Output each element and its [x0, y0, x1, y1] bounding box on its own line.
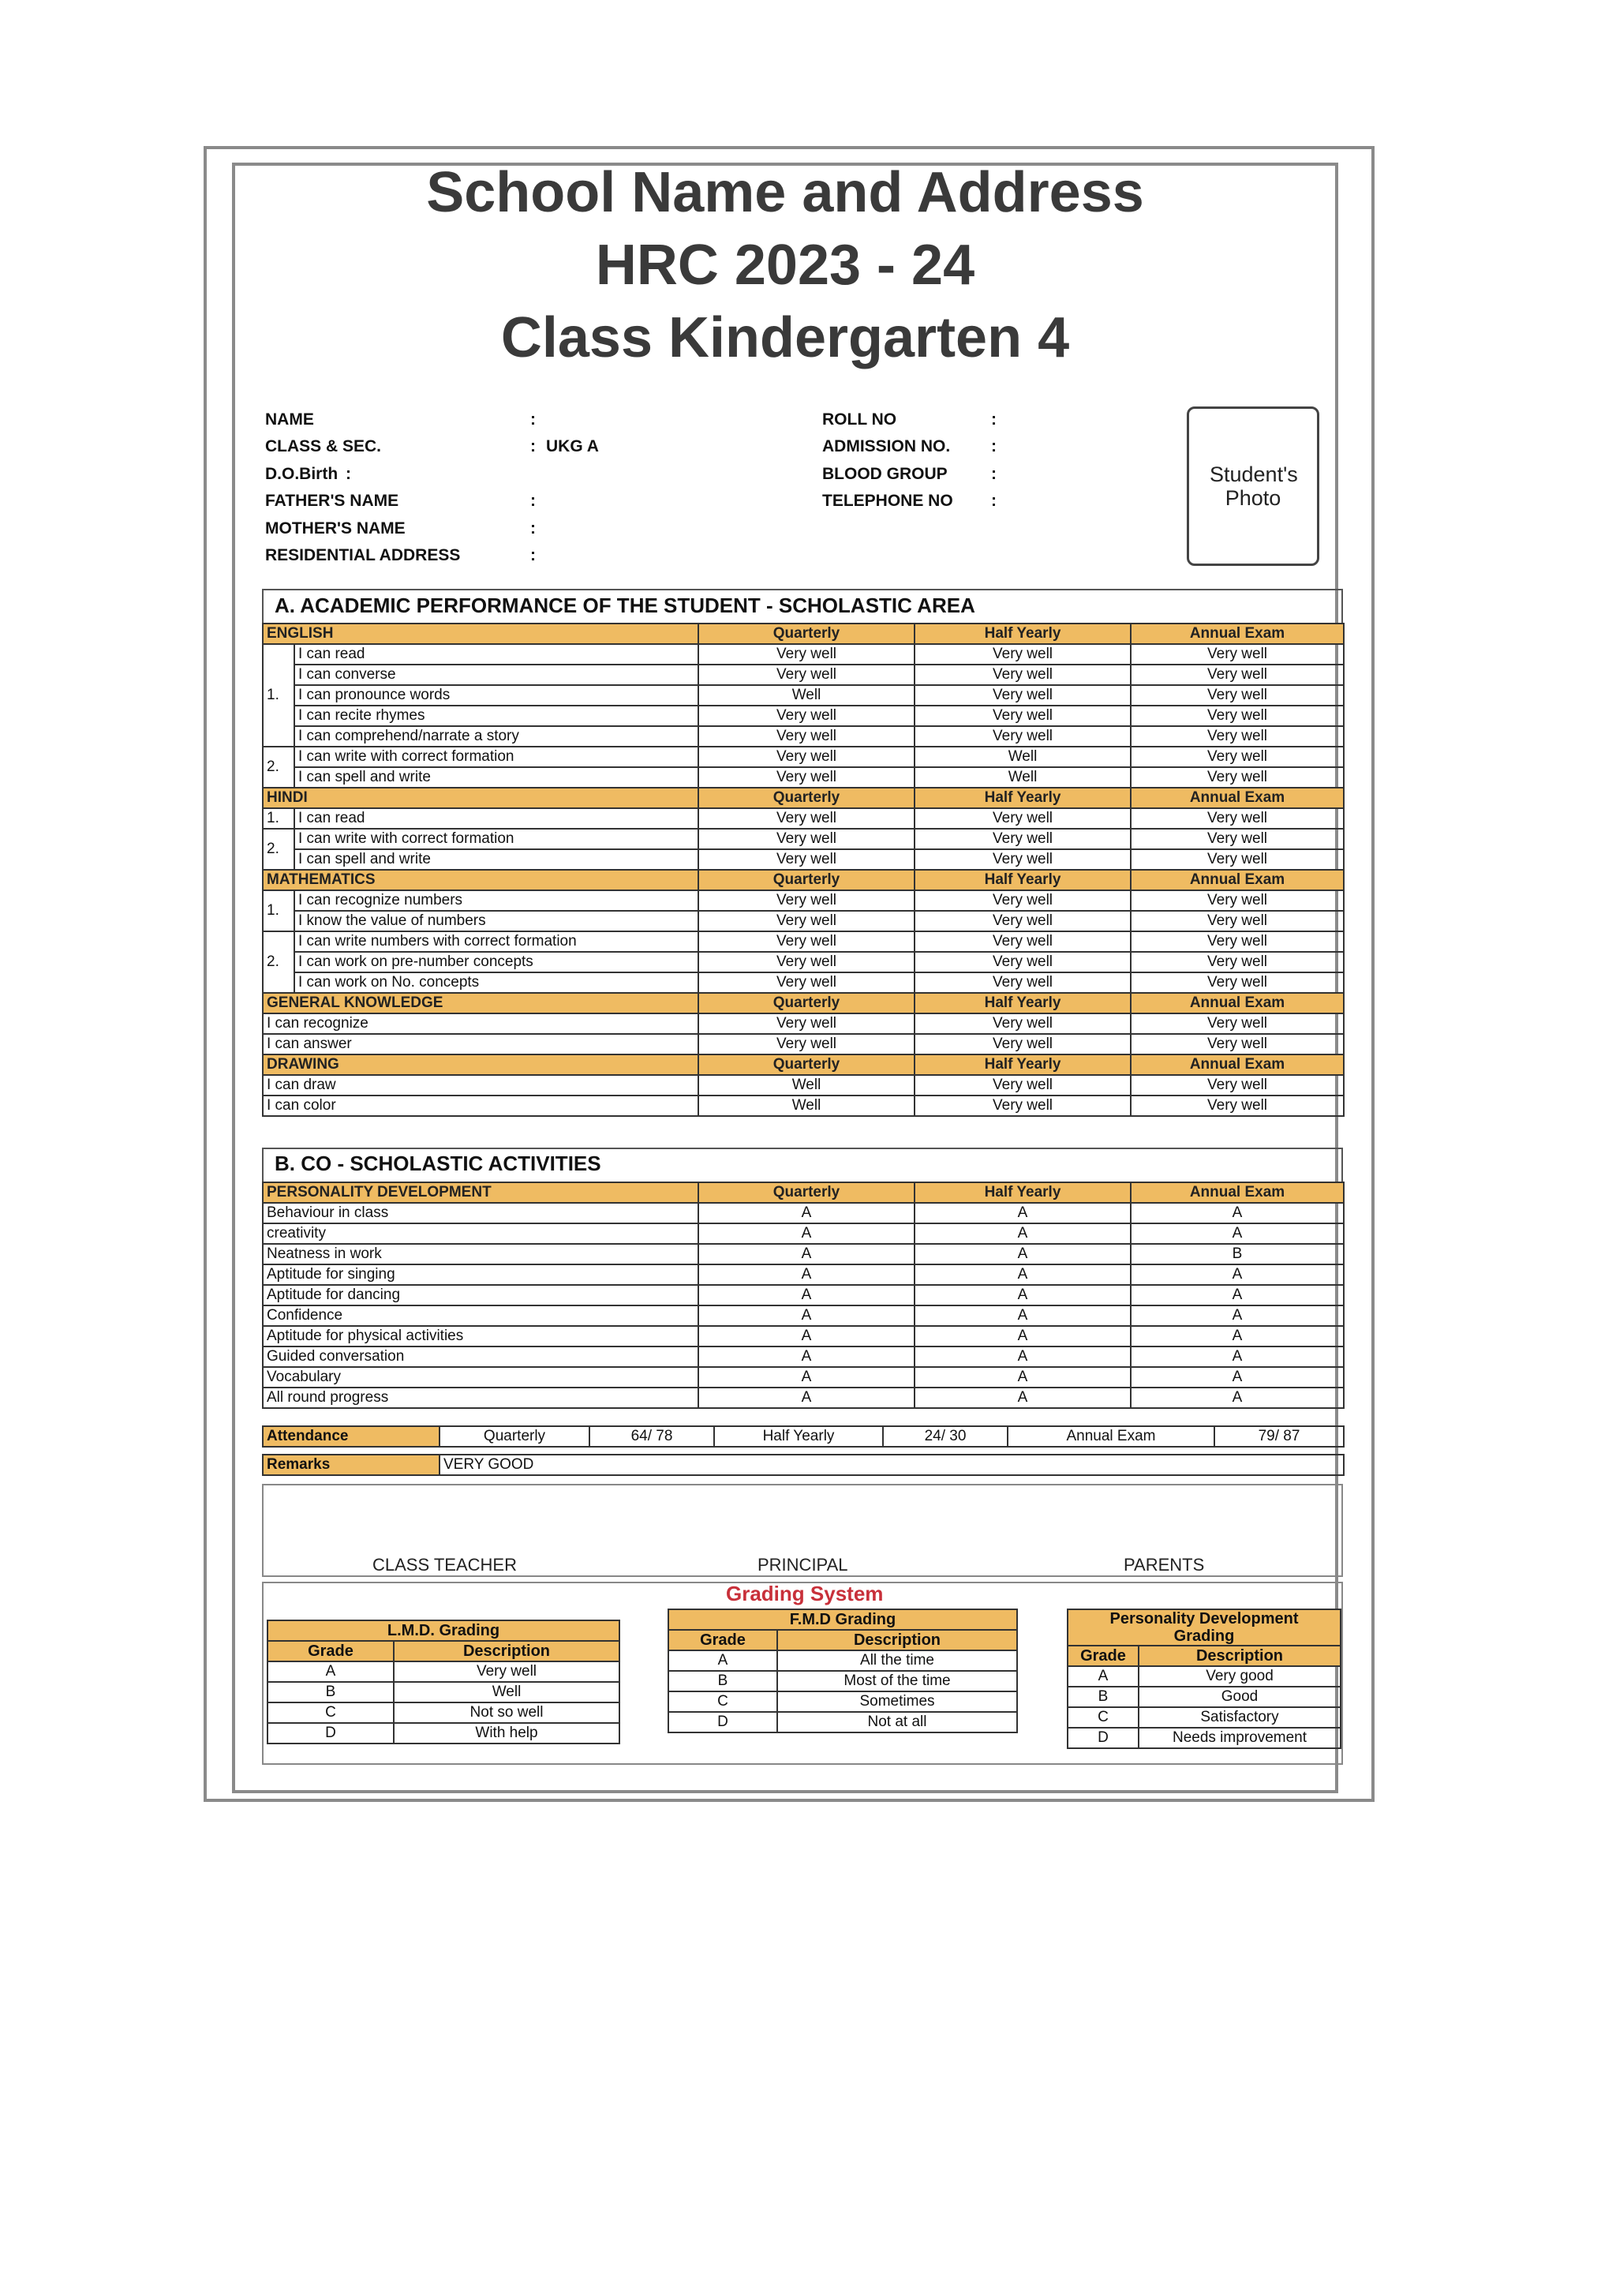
row-q: A	[698, 1203, 915, 1223]
row-h: Very well	[915, 644, 1131, 665]
grade: A	[267, 1661, 394, 1682]
attendance-quarterly-label: Quarterly	[440, 1426, 589, 1447]
info-label-blood: BLOOD GROUP	[822, 465, 948, 483]
subject-name: ENGLISH	[263, 624, 698, 644]
subject-name: DRAWING	[263, 1054, 698, 1075]
grading-system-title: Grading System	[726, 1582, 884, 1605]
lmd-col-description: Description	[394, 1641, 619, 1661]
row-q: Very well	[698, 829, 915, 849]
table-row	[267, 1661, 619, 1682]
row-item: I can work on pre-number concepts	[294, 952, 698, 972]
attendance-annual-label: Annual Exam	[1008, 1426, 1214, 1447]
table-row	[263, 706, 1344, 726]
grade: C	[267, 1702, 394, 1723]
row-q: Very well	[698, 706, 915, 726]
row-a: B	[1131, 1244, 1344, 1264]
co-scholastic-table	[262, 1182, 1345, 1409]
row-h: A	[915, 1223, 1131, 1244]
hindi-header	[263, 788, 1344, 808]
row-item: All round progress	[263, 1388, 698, 1408]
row-h: Very well	[915, 931, 1131, 952]
row-h: Very well	[915, 665, 1131, 685]
table-row	[263, 1223, 1344, 1244]
row-h: A	[915, 1347, 1131, 1367]
row-q: A	[698, 1223, 915, 1244]
subject-name: HINDI	[263, 788, 698, 808]
col-quarterly: Quarterly	[698, 1054, 915, 1075]
row-item: I can read	[294, 644, 698, 665]
row-h: Very well	[915, 685, 1131, 706]
row-q: A	[698, 1388, 915, 1408]
col-annual: Annual Exam	[1131, 788, 1344, 808]
parents-label: PARENTS	[1124, 1555, 1205, 1575]
pd-title-line1: Personality Development	[1109, 1610, 1299, 1627]
row-h: A	[915, 1244, 1131, 1264]
grade-description: Good	[1139, 1687, 1341, 1707]
class-title: Class Kindergarten 4	[500, 306, 1070, 369]
col-annual: Annual Exam	[1131, 1054, 1344, 1075]
school-title: School Name and Address	[426, 161, 1144, 224]
table-row	[668, 1650, 1017, 1671]
attendance-row	[263, 1426, 1344, 1447]
grade-description: Needs improvement	[1139, 1728, 1341, 1748]
table-row	[263, 644, 1344, 665]
row-h: A	[915, 1367, 1131, 1388]
row-q: Very well	[698, 931, 915, 952]
lmd-grading-table	[267, 1620, 620, 1744]
pd-title	[1068, 1609, 1341, 1646]
row-item: I can write numbers with correct formation	[294, 931, 698, 952]
section-b-title: B. CO - SCHOLASTIC ACTIVITIES	[275, 1152, 601, 1175]
row-q: Very well	[698, 972, 915, 993]
row-item: I can spell and write	[294, 849, 698, 870]
info-label-roll: ROLL NO	[822, 410, 897, 429]
row-a: Very well	[1131, 644, 1344, 665]
table-row	[263, 1388, 1344, 1408]
row-a: A	[1131, 1347, 1344, 1367]
row-q: Very well	[698, 1013, 915, 1034]
table-row	[263, 1326, 1344, 1347]
grade-description: Very well	[394, 1661, 619, 1682]
fmd-grading-table	[668, 1609, 1018, 1733]
row-a: Very well	[1131, 1075, 1344, 1096]
row-h: Very well	[915, 1013, 1131, 1034]
attendance-label: Attendance	[263, 1426, 440, 1447]
row-item: I can recognize numbers	[294, 890, 698, 911]
col-annual: Annual Exam	[1131, 624, 1344, 644]
info-value-class: UKG A	[546, 437, 599, 455]
info-colon: :	[530, 410, 536, 429]
row-h: Very well	[915, 829, 1131, 849]
row-h: Very well	[915, 890, 1131, 911]
table-row	[263, 665, 1344, 685]
row-a: Very well	[1131, 808, 1344, 829]
subject-name: GENERAL KNOWLEDGE	[263, 993, 698, 1013]
row-h: Very well	[915, 911, 1131, 931]
row-a: Very well	[1131, 849, 1344, 870]
row-item: Neatness in work	[263, 1244, 698, 1264]
table-row	[267, 1723, 619, 1744]
row-number: 1.	[263, 644, 294, 747]
row-item: I can converse	[294, 665, 698, 685]
row-item: Aptitude for dancing	[263, 1285, 698, 1305]
grade-description: Not so well	[394, 1702, 619, 1723]
attendance-annual-value: 79/ 87	[1214, 1426, 1344, 1447]
table-row	[263, 808, 1344, 829]
principal-label: PRINCIPAL	[758, 1555, 848, 1575]
info-colon: :	[346, 465, 351, 483]
row-a: A	[1131, 1367, 1344, 1388]
grade-description: Well	[394, 1682, 619, 1702]
row-a: Very well	[1131, 890, 1344, 911]
maths-header	[263, 870, 1344, 890]
table-row	[668, 1691, 1017, 1712]
table-row	[263, 931, 1344, 952]
info-label-admission: ADMISSION NO.	[822, 437, 951, 455]
row-item: I know the value of numbers	[294, 911, 698, 931]
table-row	[263, 1367, 1344, 1388]
grade: D	[668, 1712, 777, 1732]
table-row	[263, 1305, 1344, 1326]
row-q: A	[698, 1264, 915, 1285]
row-a: Very well	[1131, 829, 1344, 849]
table-row	[263, 1034, 1344, 1054]
grade: D	[1068, 1728, 1139, 1748]
row-h: A	[915, 1305, 1131, 1326]
grade: C	[668, 1691, 777, 1712]
grade-description: Sometimes	[777, 1691, 1017, 1712]
row-q: A	[698, 1244, 915, 1264]
remarks-value: VERY GOOD	[440, 1455, 1344, 1475]
row-item: I can read	[294, 808, 698, 829]
info-label-dob: D.O.Birth	[265, 465, 339, 483]
table-row	[1068, 1666, 1341, 1687]
table-row	[267, 1682, 619, 1702]
fmd-title: F.M.D Grading	[668, 1609, 1017, 1630]
row-h: A	[915, 1285, 1131, 1305]
row-a: Very well	[1131, 911, 1344, 931]
table-row	[1068, 1687, 1341, 1707]
grade-description: All the time	[777, 1650, 1017, 1671]
table-row	[263, 1203, 1344, 1223]
row-q: Well	[698, 685, 915, 706]
col-quarterly: Quarterly	[698, 788, 915, 808]
english-header	[263, 624, 1344, 644]
row-item: I can recognize	[263, 1013, 698, 1034]
table-row	[263, 1013, 1344, 1034]
row-item: Aptitude for singing	[263, 1264, 698, 1285]
row-number: 2.	[263, 829, 294, 870]
info-label-telephone: TELEPHONE NO	[822, 492, 953, 510]
grade: D	[267, 1723, 394, 1744]
col-annual: Annual Exam	[1131, 993, 1344, 1013]
row-q: Very well	[698, 808, 915, 829]
row-a: Very well	[1131, 665, 1344, 685]
info-colon: :	[530, 437, 536, 455]
row-q: Very well	[698, 890, 915, 911]
row-q: Very well	[698, 726, 915, 747]
row-q: Well	[698, 1096, 915, 1116]
row-a: Very well	[1131, 685, 1344, 706]
table-row	[263, 911, 1344, 931]
row-h: Very well	[915, 1096, 1131, 1116]
grade-description: Most of the time	[777, 1671, 1017, 1691]
row-q: Very well	[698, 747, 915, 767]
row-h: Very well	[915, 952, 1131, 972]
table-row	[263, 726, 1344, 747]
table-row	[263, 1285, 1344, 1305]
row-q: A	[698, 1326, 915, 1347]
col-half-yearly: Half Yearly	[915, 1054, 1131, 1075]
remarks-row	[263, 1455, 1344, 1475]
grade: B	[668, 1671, 777, 1691]
class-teacher-label: CLASS TEACHER	[372, 1555, 517, 1575]
row-a: Very well	[1131, 706, 1344, 726]
info-label-father: FATHER'S NAME	[265, 492, 399, 510]
personality-header	[263, 1182, 1344, 1203]
row-q: Very well	[698, 849, 915, 870]
row-item: I can recite rhymes	[294, 706, 698, 726]
row-item: I can write with correct formation	[294, 747, 698, 767]
table-row	[263, 1096, 1344, 1116]
subject-name: PERSONALITY DEVELOPMENT	[263, 1182, 698, 1203]
table-row	[263, 890, 1344, 911]
table-row	[263, 972, 1344, 993]
table-row	[263, 849, 1344, 870]
row-item: I can answer	[263, 1034, 698, 1054]
row-q: A	[698, 1285, 915, 1305]
row-a: A	[1131, 1203, 1344, 1223]
grade: B	[1068, 1687, 1139, 1707]
drawing-header	[263, 1054, 1344, 1075]
col-half-yearly: Half Yearly	[915, 1182, 1131, 1203]
row-q: Very well	[698, 1034, 915, 1054]
row-h: Well	[915, 767, 1131, 788]
table-row	[263, 1075, 1344, 1096]
col-half-yearly: Half Yearly	[915, 788, 1131, 808]
grade-description: With help	[394, 1723, 619, 1744]
row-item: Vocabulary	[263, 1367, 698, 1388]
grade: C	[1068, 1707, 1139, 1728]
gk-header	[263, 993, 1344, 1013]
grade-description: Satisfactory	[1139, 1707, 1341, 1728]
col-annual: Annual Exam	[1131, 870, 1344, 890]
row-number: 1.	[263, 890, 294, 931]
row-q: Very well	[698, 767, 915, 788]
table-row	[263, 1347, 1344, 1367]
row-a: Very well	[1131, 747, 1344, 767]
row-h: Very well	[915, 808, 1131, 829]
pd-col-description: Description	[1139, 1646, 1341, 1666]
row-h: A	[915, 1326, 1131, 1347]
row-item: I can comprehend/narrate a story	[294, 726, 698, 747]
session-title: HRC 2023 - 24	[595, 234, 975, 297]
row-item: I can write with correct formation	[294, 829, 698, 849]
row-a: Very well	[1131, 972, 1344, 993]
col-quarterly: Quarterly	[698, 1182, 915, 1203]
table-row	[263, 685, 1344, 706]
row-item: I can work on No. concepts	[294, 972, 698, 993]
table-row	[1068, 1728, 1341, 1748]
row-number: 2.	[263, 747, 294, 788]
row-number: 1.	[263, 808, 294, 829]
lmd-title: L.M.D. Grading	[267, 1620, 619, 1641]
row-a: Very well	[1131, 1096, 1344, 1116]
section-a-title: A. ACADEMIC PERFORMANCE OF THE STUDENT - SCHOLASTIC AREA	[275, 594, 975, 617]
subject-name: MATHEMATICS	[263, 870, 698, 890]
grade-description: Very good	[1139, 1666, 1341, 1687]
col-quarterly: Quarterly	[698, 624, 915, 644]
scholastic-table	[262, 623, 1345, 1117]
attendance-quarterly-value: 64/ 78	[589, 1426, 714, 1447]
row-item: creativity	[263, 1223, 698, 1244]
table-row	[263, 767, 1344, 788]
info-colon: :	[530, 546, 536, 564]
row-item: I can pronounce words	[294, 685, 698, 706]
row-item: Guided conversation	[263, 1347, 698, 1367]
row-item: Behaviour in class	[263, 1203, 698, 1223]
row-a: A	[1131, 1223, 1344, 1244]
info-colon: :	[530, 492, 536, 510]
attendance-half-label: Half Yearly	[714, 1426, 883, 1447]
pd-col-grade: Grade	[1068, 1646, 1139, 1666]
row-a: Very well	[1131, 1034, 1344, 1054]
row-h: Well	[915, 747, 1131, 767]
row-item: I can spell and write	[294, 767, 698, 788]
row-a: Very well	[1131, 952, 1344, 972]
grade: A	[1068, 1666, 1139, 1687]
info-label-mother: MOTHER'S NAME	[265, 519, 406, 537]
table-row	[263, 829, 1344, 849]
table-row	[1068, 1707, 1341, 1728]
info-colon: :	[991, 410, 997, 429]
row-item: I can draw	[263, 1075, 698, 1096]
row-a: A	[1131, 1305, 1344, 1326]
row-h: A	[915, 1388, 1131, 1408]
pd-grading-table	[1067, 1609, 1341, 1749]
info-label-address: RESIDENTIAL ADDRESS	[265, 546, 461, 564]
grade-description: Not at all	[777, 1712, 1017, 1732]
table-row	[263, 952, 1344, 972]
info-colon: :	[991, 492, 997, 510]
table-row	[263, 1244, 1344, 1264]
pd-title-line2: Grading	[1173, 1627, 1235, 1645]
row-item: Confidence	[263, 1305, 698, 1326]
row-a: Very well	[1131, 931, 1344, 952]
row-h: A	[915, 1264, 1131, 1285]
table-row	[263, 747, 1344, 767]
row-h: Very well	[915, 849, 1131, 870]
student-photo-box	[1187, 406, 1319, 566]
row-q: Very well	[698, 911, 915, 931]
info-label-class: CLASS & SEC.	[265, 437, 382, 455]
col-quarterly: Quarterly	[698, 993, 915, 1013]
col-half-yearly: Half Yearly	[915, 624, 1131, 644]
table-row	[267, 1702, 619, 1723]
remarks-table	[262, 1454, 1345, 1476]
info-colon: :	[991, 437, 997, 455]
fmd-col-description: Description	[777, 1630, 1017, 1650]
row-q: Very well	[698, 952, 915, 972]
row-a: Very well	[1131, 767, 1344, 788]
grade: A	[668, 1650, 777, 1671]
row-h: A	[915, 1203, 1131, 1223]
attendance-half-value: 24/ 30	[883, 1426, 1008, 1447]
row-q: A	[698, 1305, 915, 1326]
row-item: I can color	[263, 1096, 698, 1116]
row-a: A	[1131, 1285, 1344, 1305]
row-a: A	[1131, 1264, 1344, 1285]
row-h: Very well	[915, 706, 1131, 726]
row-a: A	[1131, 1326, 1344, 1347]
col-quarterly: Quarterly	[698, 870, 915, 890]
row-q: Very well	[698, 665, 915, 685]
row-q: Well	[698, 1075, 915, 1096]
info-label-name: NAME	[265, 410, 314, 429]
row-a: A	[1131, 1388, 1344, 1408]
col-half-yearly: Half Yearly	[915, 993, 1131, 1013]
row-q: Very well	[698, 644, 915, 665]
row-h: Very well	[915, 726, 1131, 747]
row-a: Very well	[1131, 1013, 1344, 1034]
table-row	[263, 1264, 1344, 1285]
fmd-col-grade: Grade	[668, 1630, 777, 1650]
row-number: 2.	[263, 931, 294, 993]
attendance-table	[262, 1425, 1345, 1448]
grade: B	[267, 1682, 394, 1702]
row-h: Very well	[915, 1075, 1131, 1096]
col-half-yearly: Half Yearly	[915, 870, 1131, 890]
row-q: A	[698, 1367, 915, 1388]
row-h: Very well	[915, 972, 1131, 993]
row-item: Aptitude for physical activities	[263, 1326, 698, 1347]
info-colon: :	[991, 465, 997, 483]
table-row	[668, 1712, 1017, 1732]
row-q: A	[698, 1347, 915, 1367]
table-row	[668, 1671, 1017, 1691]
lmd-col-grade: Grade	[267, 1641, 394, 1661]
student-photo-label: Student's Photo	[1210, 463, 1298, 510]
col-annual: Annual Exam	[1131, 1182, 1344, 1203]
remarks-label: Remarks	[263, 1455, 440, 1475]
info-colon: :	[530, 519, 536, 537]
row-h: Very well	[915, 1034, 1131, 1054]
row-a: Very well	[1131, 726, 1344, 747]
